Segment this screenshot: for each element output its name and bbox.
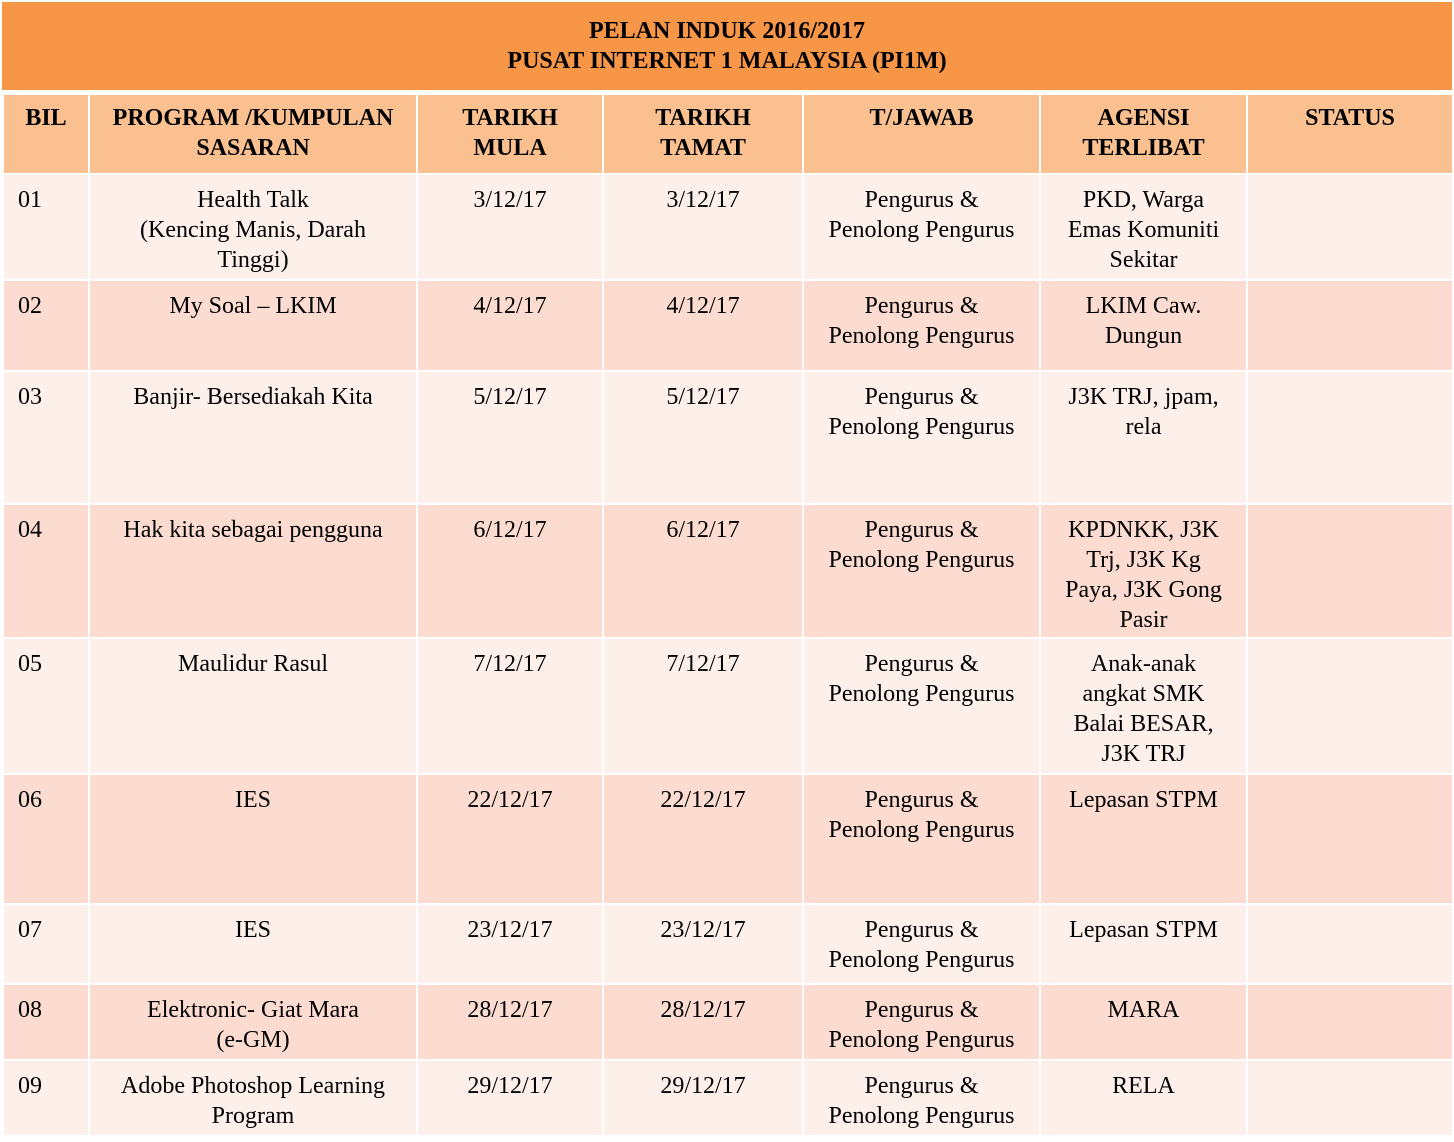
- cell-status: [1247, 280, 1453, 371]
- cell-agensi: Lepasan STPM: [1040, 904, 1247, 984]
- cell-bil: 03: [3, 371, 89, 504]
- header-tarikh-mula: TARIKH MULA: [417, 94, 603, 174]
- cell-tjawab: Pengurus & Penolong Pengurus: [803, 774, 1040, 904]
- cell-bil: 04: [3, 504, 89, 638]
- cell-tarikh-mula: 29/12/17: [417, 1060, 603, 1136]
- cell-bil: 06: [3, 774, 89, 904]
- cell-agensi: KPDNKK, J3K Trj, J3K Kg Paya, J3K Gong Pasir: [1040, 504, 1247, 638]
- cell-tarikh-tamat: 6/12/17: [603, 504, 803, 638]
- cell-bil: 09: [3, 1060, 89, 1136]
- title-line-1: PELAN INDUK 2016/2017: [588, 18, 865, 44]
- cell-tarikh-tamat: 3/12/17: [603, 174, 803, 280]
- cell-program: My Soal – LKIM: [89, 280, 417, 371]
- cell-tjawab: Pengurus & Penolong Pengurus: [803, 984, 1040, 1060]
- cell-program: IES: [89, 774, 417, 904]
- cell-agensi: PKD, Warga Emas Komuniti Sekitar: [1040, 174, 1247, 280]
- cell-tarikh-tamat: 7/12/17: [603, 638, 803, 774]
- header-tarikh-tamat: TARIKH TAMAT: [603, 94, 803, 174]
- header-row: [3, 94, 1453, 174]
- cell-status: [1247, 904, 1453, 984]
- page-title: [2, 2, 1452, 90]
- cell-tarikh-mula: 5/12/17: [417, 371, 603, 504]
- cell-tjawab: Pengurus & Penolong Pengurus: [803, 174, 1040, 280]
- header-status: STATUS: [1247, 94, 1453, 174]
- title-line-2: PUSAT INTERNET 1 MALAYSIA (PI1M): [507, 48, 947, 74]
- cell-tarikh-mula: 28/12/17: [417, 984, 603, 1060]
- cell-status: [1247, 638, 1453, 774]
- cell-tarikh-mula: 22/12/17: [417, 774, 603, 904]
- cell-tarikh-tamat: 4/12/17: [603, 280, 803, 371]
- cell-tarikh-tamat: 28/12/17: [603, 984, 803, 1060]
- cell-bil: 05: [3, 638, 89, 774]
- table-row: [3, 371, 1453, 504]
- cell-agensi: MARA: [1040, 984, 1247, 1060]
- cell-tarikh-mula: 3/12/17: [417, 174, 603, 280]
- cell-agensi: Anak-anak angkat SMK Balai BESAR, J3K TRJ: [1040, 638, 1247, 774]
- cell-status: [1247, 174, 1453, 280]
- header-tjawab: T/JAWAB: [803, 94, 1040, 174]
- cell-status: [1247, 774, 1453, 904]
- cell-status: [1247, 504, 1453, 638]
- cell-tarikh-mula: 6/12/17: [417, 504, 603, 638]
- cell-agensi: J3K TRJ, jpam, rela: [1040, 371, 1247, 504]
- cell-bil: 01: [3, 174, 89, 280]
- cell-program: Hak kita sebagai pengguna: [89, 504, 417, 638]
- header-program: PROGRAM /KUMPULAN SASARAN: [89, 94, 417, 174]
- plan-table: [2, 93, 1454, 1137]
- cell-program: Maulidur Rasul: [89, 638, 417, 774]
- cell-bil: 02: [3, 280, 89, 371]
- cell-program: Elektronic- Giat Mara (e-GM): [89, 984, 417, 1060]
- cell-tarikh-tamat: 5/12/17: [603, 371, 803, 504]
- cell-tjawab: Pengurus & Penolong Pengurus: [803, 1060, 1040, 1136]
- cell-tarikh-mula: 7/12/17: [417, 638, 603, 774]
- cell-tarikh-tamat: 23/12/17: [603, 904, 803, 984]
- cell-program: IES: [89, 904, 417, 984]
- cell-bil: 07: [3, 904, 89, 984]
- table-row: [3, 504, 1453, 638]
- header-agensi: AGENSI TERLIBAT: [1040, 94, 1247, 174]
- cell-tjawab: Pengurus & Penolong Pengurus: [803, 280, 1040, 371]
- cell-tarikh-mula: 4/12/17: [417, 280, 603, 371]
- cell-program: Adobe Photoshop Learning Program: [89, 1060, 417, 1136]
- cell-tarikh-tamat: 29/12/17: [603, 1060, 803, 1136]
- table-row: [3, 984, 1453, 1060]
- table-row: [3, 638, 1453, 774]
- cell-agensi: LKIM Caw. Dungun: [1040, 280, 1247, 371]
- table-row: [3, 174, 1453, 280]
- cell-status: [1247, 984, 1453, 1060]
- cell-tarikh-tamat: 22/12/17: [603, 774, 803, 904]
- cell-tjawab: Pengurus & Penolong Pengurus: [803, 504, 1040, 638]
- table-row: [3, 904, 1453, 984]
- plan-body: [3, 174, 1453, 1136]
- cell-tjawab: Pengurus & Penolong Pengurus: [803, 904, 1040, 984]
- table-row: [3, 280, 1453, 371]
- cell-agensi: Lepasan STPM: [1040, 774, 1247, 904]
- cell-status: [1247, 1060, 1453, 1136]
- cell-tjawab: Pengurus & Penolong Pengurus: [803, 371, 1040, 504]
- table-row: [3, 774, 1453, 904]
- cell-program: Banjir- Bersediakah Kita: [89, 371, 417, 504]
- table-row: [3, 1060, 1453, 1136]
- cell-program: Health Talk (Kencing Manis, Darah Tinggi): [89, 174, 417, 280]
- cell-tarikh-mula: 23/12/17: [417, 904, 603, 984]
- cell-agensi: RELA: [1040, 1060, 1247, 1136]
- cell-status: [1247, 371, 1453, 504]
- header-bil: BIL: [3, 94, 89, 174]
- cell-tjawab: Pengurus & Penolong Pengurus: [803, 638, 1040, 774]
- cell-bil: 08: [3, 984, 89, 1060]
